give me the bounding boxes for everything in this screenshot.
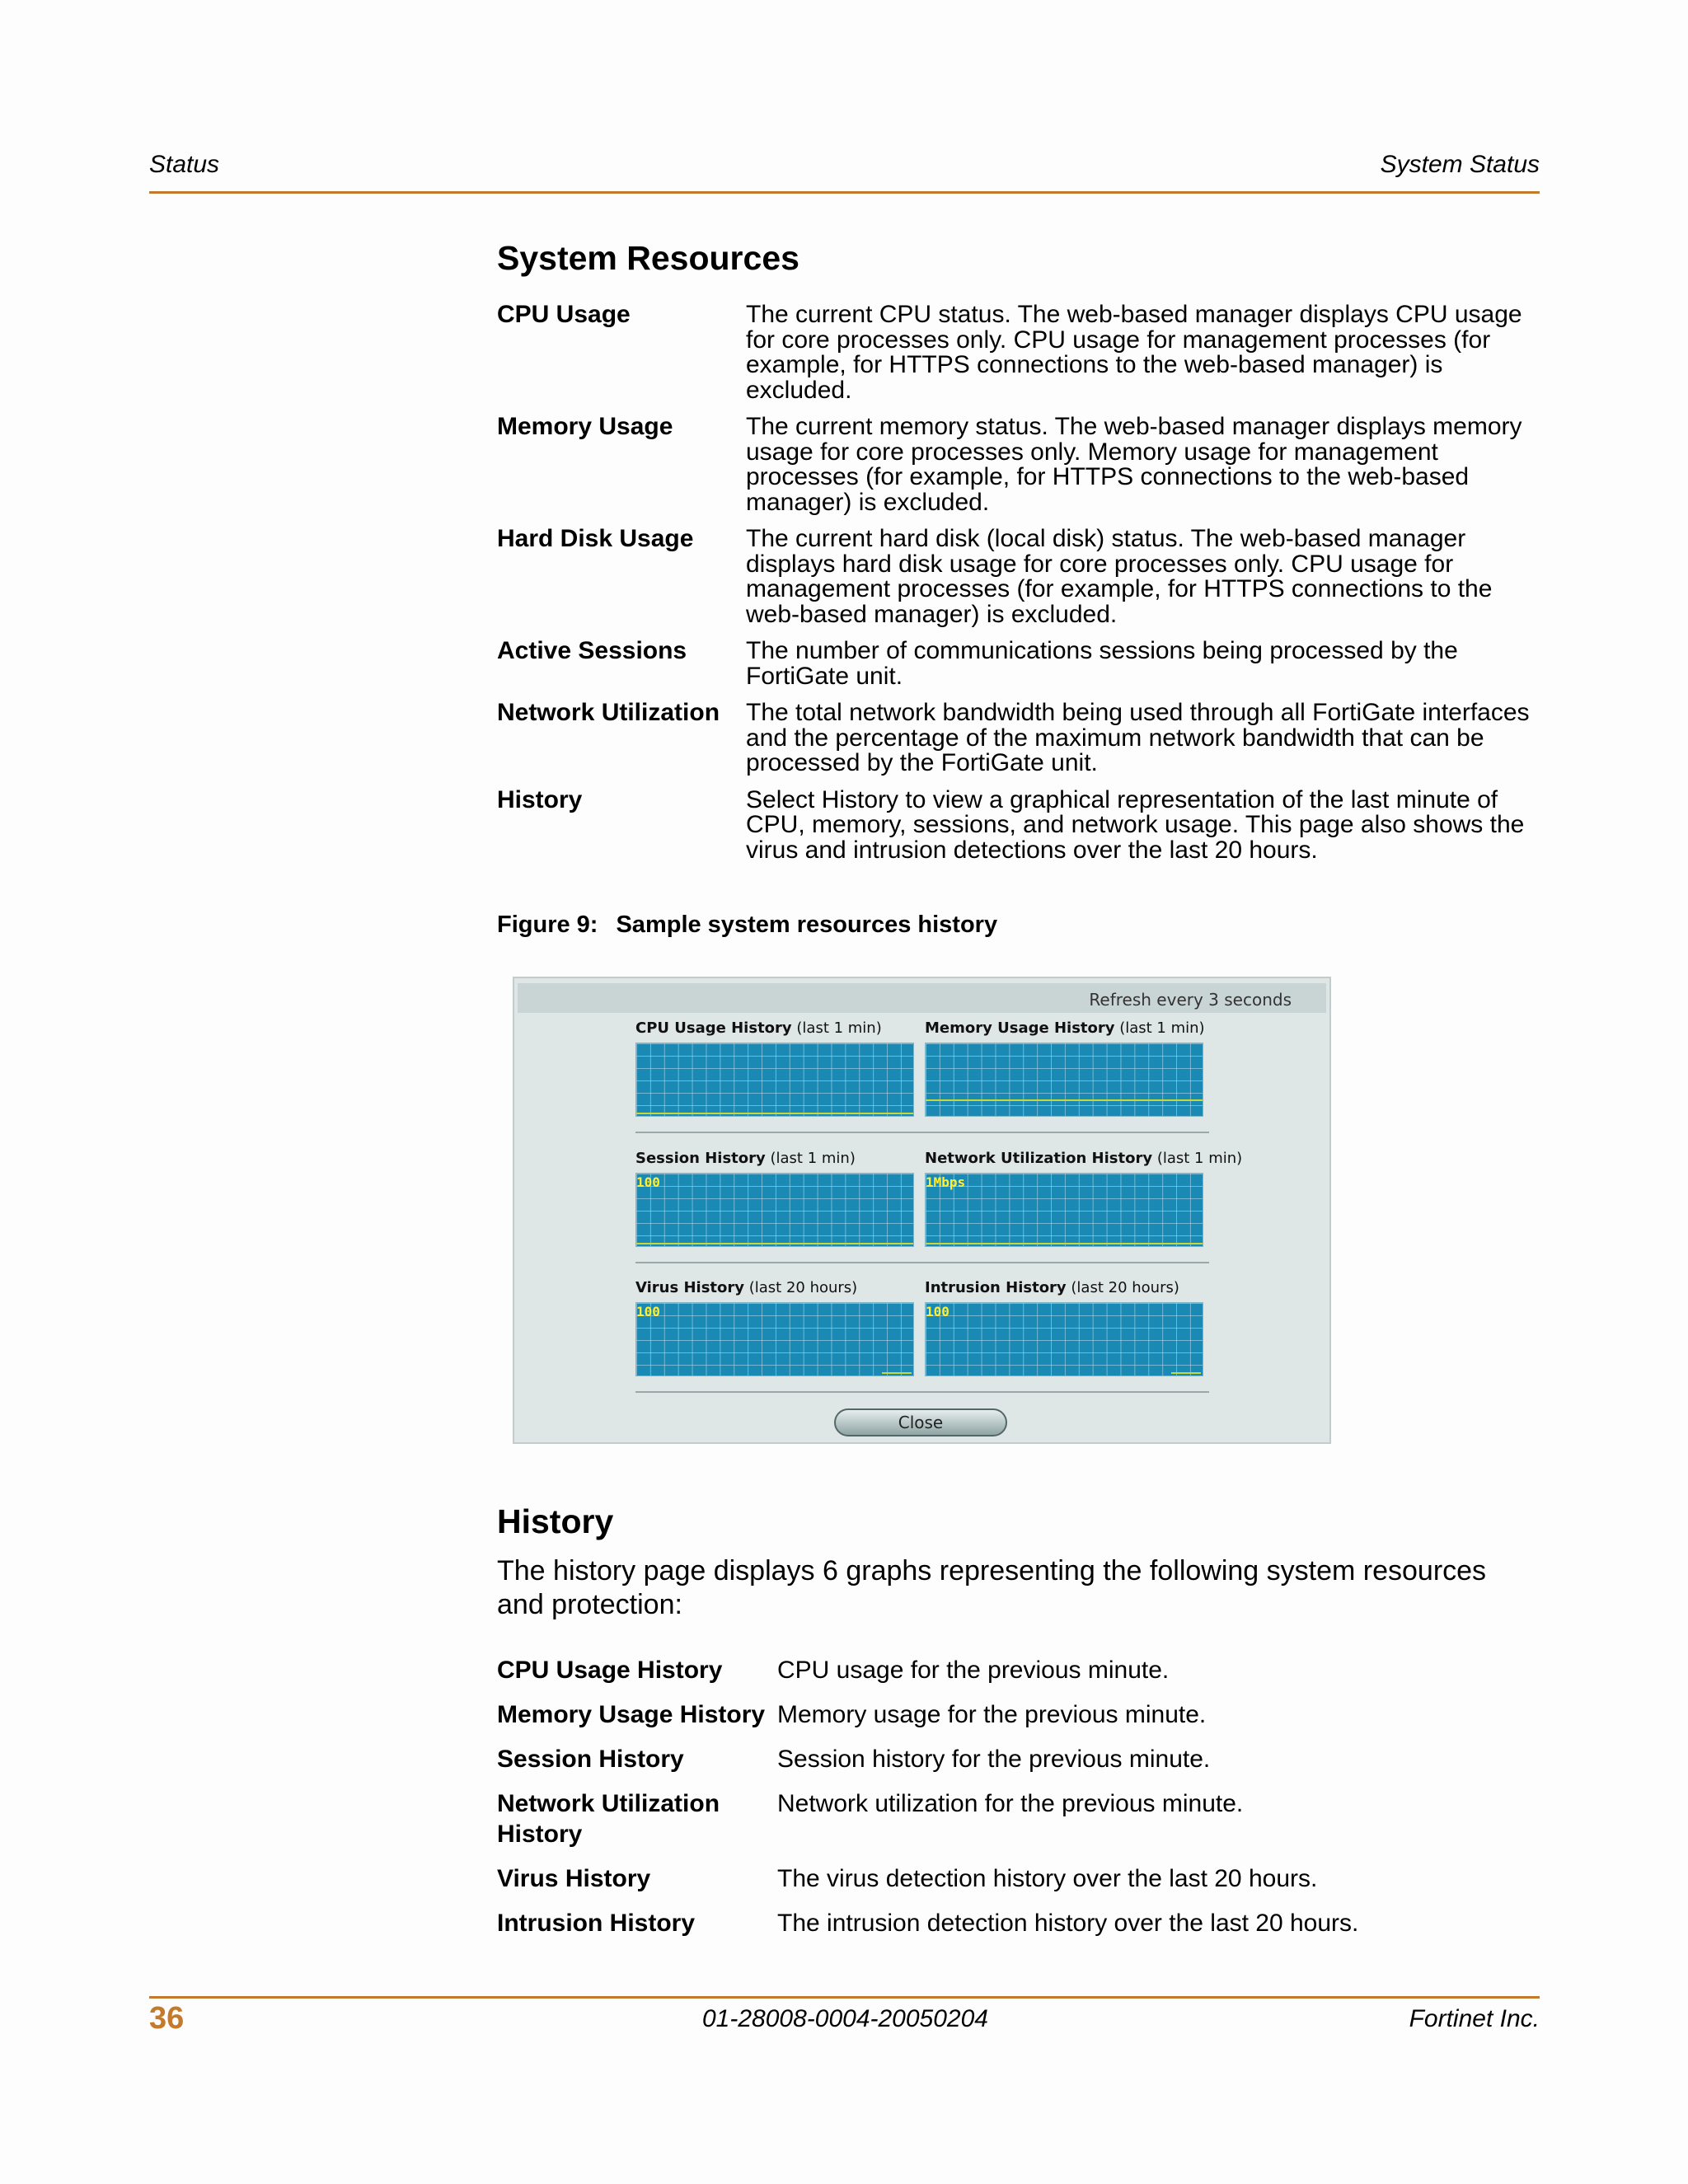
definition-term: Active Sessions: [497, 637, 687, 664]
definition-desc: Memory usage for the previous minute.: [777, 1701, 1207, 1728]
definition-row: [497, 1655, 1540, 1685]
definition-row: [497, 1788, 1540, 1849]
figure-caption: [497, 912, 1015, 939]
memory-history-graph: [925, 1043, 1203, 1117]
refresh-interval-label: Refresh every 3 seconds: [1089, 990, 1292, 1010]
graph-line: [1171, 1372, 1201, 1374]
figure-number: Figure 9:: [497, 912, 598, 938]
history-definitions: [497, 1655, 1540, 1952]
definition-desc: The total network bandwidth being used through all FortiGate interfaces and the percentage of the maximum network bandwidth that can be processed by the FortiGate unit.: [746, 699, 1530, 776]
memory-history-title: Memory Usage History (last 1 min): [925, 1019, 1205, 1037]
definition-row: [497, 701, 1540, 776]
definition-term: Memory Usage History: [497, 1701, 766, 1728]
document-id: 01-28008-0004-20050204: [702, 2005, 988, 2032]
section-title-system-resources: System Resources: [497, 239, 799, 277]
virus-history-title: Virus History (last 20 hours): [635, 1279, 858, 1296]
definition-desc: The intrusion detection history over the last 20 hours.: [777, 1910, 1359, 1937]
definition-term: History: [497, 785, 583, 813]
definition-row: [497, 1699, 1540, 1730]
history-window-toolbar: [518, 983, 1326, 1013]
separator: [635, 1262, 1209, 1263]
definition-term: Network Utilization: [497, 699, 720, 726]
definition-row: [497, 1744, 1540, 1774]
footer-rule: [149, 1996, 1540, 1999]
definition-row: [497, 527, 1540, 627]
definition-term: Network Utilization History: [497, 1790, 720, 1848]
header-chapter: System Status: [1380, 151, 1540, 178]
definition-desc: Select History to view a graphical representation of the last minute of CPU, memory, sessions, and network usage. This page also shows the virus and intrusion detections over the last 20 hours.: [746, 785, 1525, 864]
definition-term: Intrusion History: [497, 1910, 696, 1937]
session-history-graph: [635, 1173, 914, 1247]
definition-desc: The current CPU status. The web-based manager displays CPU usage for core processes only. CPU usage for management processes (for example, for HTTPS connections to the web-based manager) is excluded.: [746, 301, 1522, 404]
graph-line: [636, 1113, 913, 1114]
graph-line: [926, 1243, 1203, 1244]
separator: [635, 1132, 1209, 1133]
definition-term: CPU Usage: [497, 301, 631, 328]
definition-term: Session History: [497, 1746, 684, 1773]
cpu-history-title: CPU Usage History (last 1 min): [635, 1019, 882, 1037]
network-history-title: Network Utilization History (last 1 min): [925, 1150, 1243, 1167]
definition-row: [497, 415, 1540, 515]
definition-row: [497, 302, 1540, 403]
session-history-title: Session History (last 1 min): [635, 1150, 856, 1167]
definition-term: CPU Usage History: [497, 1657, 723, 1684]
graph-line: [926, 1099, 1203, 1101]
graph-scale-label: 100: [636, 1174, 660, 1190]
definition-desc: Session history for the previous minute.: [777, 1746, 1211, 1773]
system-resources-definitions: [497, 302, 1540, 874]
definition-desc: Network utilization for the previous minute.: [777, 1790, 1244, 1817]
header-rule: [149, 191, 1540, 194]
graph-scale-label: 100: [636, 1304, 660, 1319]
section-title-history: History: [497, 1502, 614, 1540]
network-history-graph: [925, 1173, 1203, 1247]
definition-desc: The virus detection history over the last 20 hours.: [777, 1865, 1318, 1892]
definition-term: Memory Usage: [497, 413, 673, 440]
intrusion-history-title: Intrusion History (last 20 hours): [925, 1279, 1179, 1296]
history-window-screenshot: [513, 977, 1331, 1444]
definition-desc: The current memory status. The web-based manager displays memory usage for core processes only. Memory usage for management processes (for example, for HTTPS connections to the web-based manager) is excluded.: [746, 413, 1522, 516]
definition-desc: The number of communications sessions being processed by the FortiGate unit.: [746, 637, 1458, 690]
definition-row: [497, 785, 1540, 864]
page-number: 36: [149, 2001, 185, 2036]
graph-scale-label: 100: [926, 1304, 950, 1319]
cpu-history-graph: [635, 1043, 914, 1117]
company-name: Fortinet Inc.: [1409, 2005, 1540, 2032]
definition-row: [497, 639, 1540, 689]
definition-term: Hard Disk Usage: [497, 525, 694, 552]
definition-row: [497, 1908, 1540, 1938]
definition-desc: CPU usage for the previous minute.: [777, 1657, 1170, 1684]
figure-caption-text: Sample system resources history: [616, 912, 998, 938]
virus-history-graph: [635, 1302, 914, 1376]
graph-line: [636, 1243, 913, 1244]
definition-term: Virus History: [497, 1865, 651, 1892]
header-section: Status: [149, 151, 220, 178]
graph-line: [882, 1372, 912, 1374]
close-button[interactable]: Close: [834, 1408, 1007, 1436]
definition-desc: The current hard disk (local disk) status. The web-based manager displays hard disk usage for core processes only. CPU usage for management processes (for example, for HTTPS connections to the web-based manager) is excluded.: [746, 525, 1493, 628]
graph-scale-label: 1Mbps: [926, 1174, 966, 1190]
intrusion-history-graph: [925, 1302, 1203, 1376]
separator: [635, 1391, 1209, 1393]
history-intro: The history page displays 6 graphs representing the following system resources and protection:: [497, 1555, 1487, 1620]
definition-row: [497, 1863, 1540, 1894]
